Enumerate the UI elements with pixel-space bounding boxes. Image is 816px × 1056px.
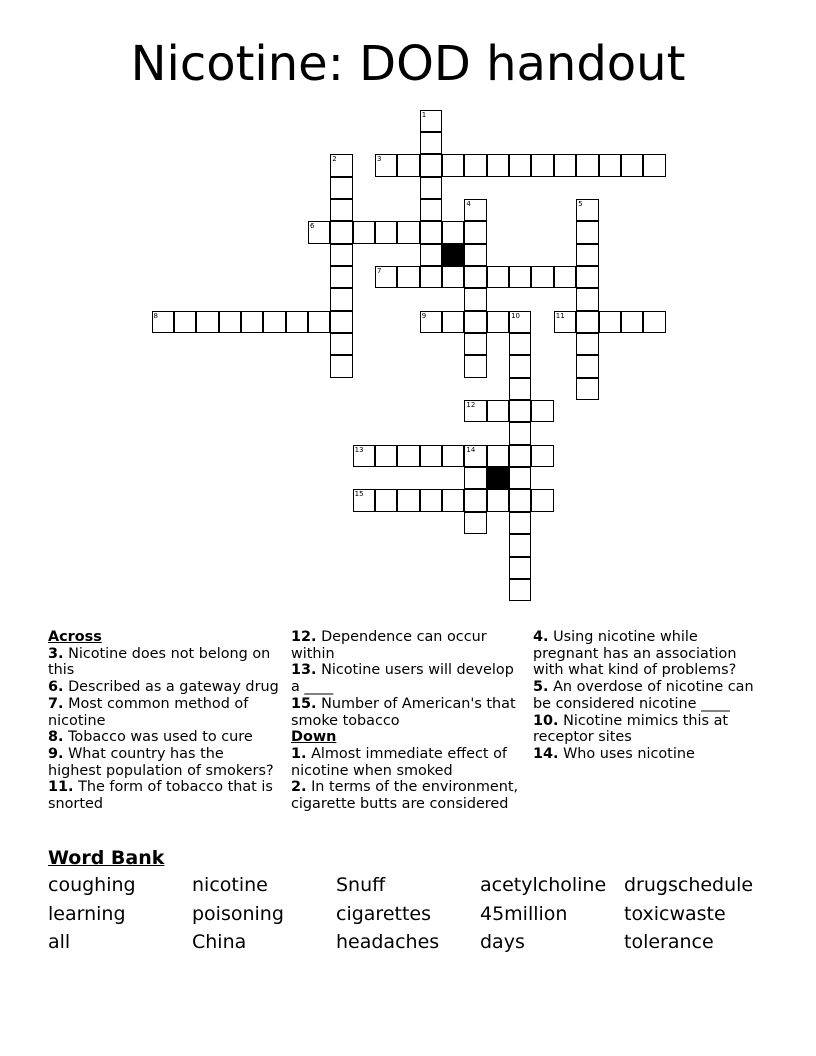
grid-cell[interactable]	[509, 400, 531, 422]
grid-cell[interactable]	[531, 489, 553, 511]
word-bank-word: days	[480, 931, 525, 953]
clue-number: 14	[466, 445, 476, 454]
grid-cell[interactable]	[509, 534, 531, 556]
grid-cell[interactable]	[330, 266, 352, 288]
clue-across-15: 15. Number of American's that smoke tobacco	[291, 695, 516, 729]
grid-cell[interactable]	[442, 311, 464, 333]
clue-number: 6	[309, 222, 315, 231]
grid-cell[interactable]	[464, 400, 486, 422]
puzzle-title: Nicotine: DOD handout	[130, 36, 686, 92]
grid-cell[interactable]	[576, 333, 598, 355]
clues-column-2	[291, 629, 523, 813]
grid-cell[interactable]	[330, 177, 352, 199]
grid-cell[interactable]	[420, 311, 442, 333]
grid-cell[interactable]	[286, 311, 308, 333]
grid-cell[interactable]	[375, 154, 397, 176]
grid-cell[interactable]	[420, 489, 442, 511]
grid-cell[interactable]	[219, 311, 241, 333]
grid-cell[interactable]	[375, 489, 397, 511]
clue-down-2: 2. In terms of the environment, cigarette butts are considered	[291, 779, 519, 813]
clue-number: 4	[466, 199, 471, 208]
black-square	[487, 467, 509, 489]
word-bank-word: 45million	[480, 903, 568, 925]
grid-cell[interactable]	[330, 221, 352, 243]
grid-cell[interactable]	[174, 311, 196, 333]
grid-cell[interactable]	[643, 311, 665, 333]
grid-cell[interactable]	[643, 154, 665, 176]
grid-cell[interactable]	[442, 154, 464, 176]
clue-number: 9	[421, 311, 427, 320]
down-heading: Down	[291, 729, 337, 746]
grid-cell[interactable]	[420, 199, 442, 221]
grid-cell[interactable]	[509, 266, 531, 288]
word-bank-word: tolerance	[624, 931, 714, 953]
grid-cell[interactable]	[353, 221, 375, 243]
grid-cell[interactable]	[487, 266, 509, 288]
word-bank-word: nicotine	[192, 874, 268, 896]
grid-cell[interactable]	[330, 311, 352, 333]
word-bank-word: acetylcholine	[480, 874, 607, 896]
grid-cell[interactable]	[531, 154, 553, 176]
clue-number: 12	[466, 401, 476, 410]
grid-cell[interactable]	[420, 154, 442, 176]
grid-cell[interactable]	[464, 333, 486, 355]
clue-number: 11	[555, 311, 565, 320]
grid-cell[interactable]	[509, 378, 531, 400]
grid-cell[interactable]	[330, 154, 352, 176]
grid-cell[interactable]	[487, 489, 509, 511]
grid-cell[interactable]	[442, 489, 464, 511]
grid-cell[interactable]	[464, 199, 486, 221]
grid-cell[interactable]	[353, 489, 375, 511]
grid-cell[interactable]	[464, 512, 486, 534]
clue-down-1: 1. Almost immediate effect of nicotine when smoked	[291, 745, 507, 779]
grid-cell[interactable]	[420, 110, 442, 132]
grid-cell[interactable]	[308, 311, 330, 333]
grid-cell[interactable]	[196, 311, 218, 333]
grid-cell[interactable]	[420, 132, 442, 154]
clue-number: 1	[421, 110, 427, 119]
clue-number: 3	[377, 155, 382, 164]
clues-column-1	[48, 629, 280, 813]
grid-cell[interactable]	[509, 489, 531, 511]
clue-number: 5	[578, 199, 583, 208]
grid-cell[interactable]	[442, 445, 464, 467]
clue-across-11: 11. The form of tobacco that is snorted	[48, 779, 273, 813]
grid-cell[interactable]	[509, 467, 531, 489]
grid-cell[interactable]	[509, 445, 531, 467]
clue-across-3: 3. Nicotine does not belong on this	[48, 645, 271, 679]
word-bank-word: China	[192, 931, 247, 953]
grid-cell[interactable]	[375, 221, 397, 243]
grid-cell[interactable]	[576, 378, 598, 400]
grid-cell[interactable]	[330, 333, 352, 355]
grid-cell[interactable]	[464, 221, 486, 243]
grid-cell[interactable]	[464, 489, 486, 511]
grid-cell[interactable]	[576, 154, 598, 176]
clue-down-5: 5. An overdose of nicotine can be considered nicotine ____	[533, 679, 754, 712]
grid-cell[interactable]	[576, 266, 598, 288]
grid-cell[interactable]	[509, 333, 531, 355]
grid-cell[interactable]	[464, 445, 486, 467]
grid-cell[interactable]	[621, 311, 643, 333]
clue-number: 7	[377, 266, 382, 275]
grid-cell[interactable]	[464, 288, 486, 310]
across-heading: Across	[48, 629, 102, 645]
grid-cell[interactable]	[509, 311, 531, 333]
grid-cell[interactable]	[487, 154, 509, 176]
grid-cell[interactable]	[442, 221, 464, 243]
grid-cell[interactable]	[509, 579, 531, 601]
clue-number: 2	[332, 155, 337, 164]
grid-cell[interactable]	[599, 154, 621, 176]
grid-cell[interactable]	[420, 445, 442, 467]
grid-cell[interactable]	[464, 154, 486, 176]
grid-cell[interactable]	[576, 288, 598, 310]
grid-cell[interactable]	[531, 266, 553, 288]
grid-cell[interactable]	[509, 422, 531, 444]
clue-number: 8	[153, 311, 158, 320]
grid-cell[interactable]	[397, 221, 419, 243]
clues-column-3	[533, 629, 765, 763]
clue-across-8: 8. Tobacco was used to cure	[48, 729, 253, 746]
grid-cell[interactable]	[464, 244, 486, 266]
clue-across-12: 12. Dependence can occur within	[291, 629, 487, 662]
grid-cell[interactable]	[241, 311, 263, 333]
grid-cell[interactable]	[308, 221, 330, 243]
grid-cell[interactable]	[263, 311, 285, 333]
grid-cell[interactable]	[330, 355, 352, 377]
word-bank-word: drugschedule	[624, 874, 754, 896]
grid-cell[interactable]	[576, 311, 598, 333]
clue-across-6: 6. Described as a gateway drug	[48, 679, 279, 696]
grid-cell[interactable]	[375, 445, 397, 467]
grid-cell[interactable]	[554, 266, 576, 288]
grid-cell[interactable]	[464, 311, 486, 333]
grid-cell[interactable]	[397, 445, 419, 467]
grid-cell[interactable]	[420, 266, 442, 288]
word-bank-word: all	[48, 931, 71, 953]
grid-cell[interactable]	[330, 199, 352, 221]
word-bank-word: toxicwaste	[624, 903, 726, 925]
grid-cell[interactable]	[442, 266, 464, 288]
clue-number: 10	[511, 311, 521, 320]
word-bank-word: cigarettes	[336, 903, 431, 925]
grid-cell[interactable]	[487, 445, 509, 467]
word-bank-word: headaches	[336, 931, 440, 953]
grid-cell[interactable]	[576, 221, 598, 243]
word-bank-word: coughing	[48, 874, 136, 896]
grid-cell[interactable]	[397, 489, 419, 511]
word-bank-word: Snuff	[336, 874, 386, 896]
clue-number: 13	[354, 445, 364, 454]
clue-across-9: 9. What country has the highest population of smokers?	[48, 745, 274, 779]
grid-cell[interactable]	[509, 154, 531, 176]
grid-cell[interactable]	[509, 355, 531, 377]
grid-cell[interactable]	[375, 266, 397, 288]
clue-across-7: 7. Most common method of nicotine	[48, 695, 249, 729]
grid-cell[interactable]	[531, 445, 553, 467]
grid-cell[interactable]	[621, 154, 643, 176]
grid-cell[interactable]	[353, 445, 375, 467]
clue-down-10: 10. Nicotine mimics this at receptor sites	[533, 712, 729, 746]
word-bank-word: learning	[48, 903, 126, 925]
grid-cell[interactable]	[464, 467, 486, 489]
black-square	[442, 244, 464, 266]
grid-cell[interactable]	[531, 400, 553, 422]
grid-cell[interactable]	[420, 221, 442, 243]
word-bank-word: poisoning	[192, 903, 284, 925]
grid-cell[interactable]	[487, 400, 509, 422]
grid-cell[interactable]	[330, 288, 352, 310]
grid-cell[interactable]	[576, 199, 598, 221]
grid-cell[interactable]	[554, 154, 576, 176]
grid-cell[interactable]	[487, 311, 509, 333]
grid-cell[interactable]	[509, 557, 531, 579]
grid-cell[interactable]	[576, 355, 598, 377]
grid-cell[interactable]	[464, 355, 486, 377]
grid-cell[interactable]	[576, 244, 598, 266]
grid-cell[interactable]	[554, 311, 576, 333]
grid-cell[interactable]	[397, 266, 419, 288]
clue-down-14: 14. Who uses nicotine	[533, 745, 695, 762]
clue-down-4: 4. Using nicotine while pregnant has an association with what kind of problems?	[533, 629, 737, 679]
grid-cell[interactable]	[152, 311, 174, 333]
grid-cell[interactable]	[509, 512, 531, 534]
grid-cell[interactable]	[397, 154, 419, 176]
grid-cell[interactable]	[420, 177, 442, 199]
grid-cell[interactable]	[599, 311, 621, 333]
clue-number: 15	[354, 490, 364, 499]
grid-cell[interactable]	[464, 266, 486, 288]
clue-across-13: 13. Nicotine users will develop a ____	[291, 662, 514, 696]
grid-cell[interactable]	[420, 244, 442, 266]
grid-cell[interactable]	[330, 244, 352, 266]
word-bank-heading: Word Bank	[48, 847, 165, 869]
